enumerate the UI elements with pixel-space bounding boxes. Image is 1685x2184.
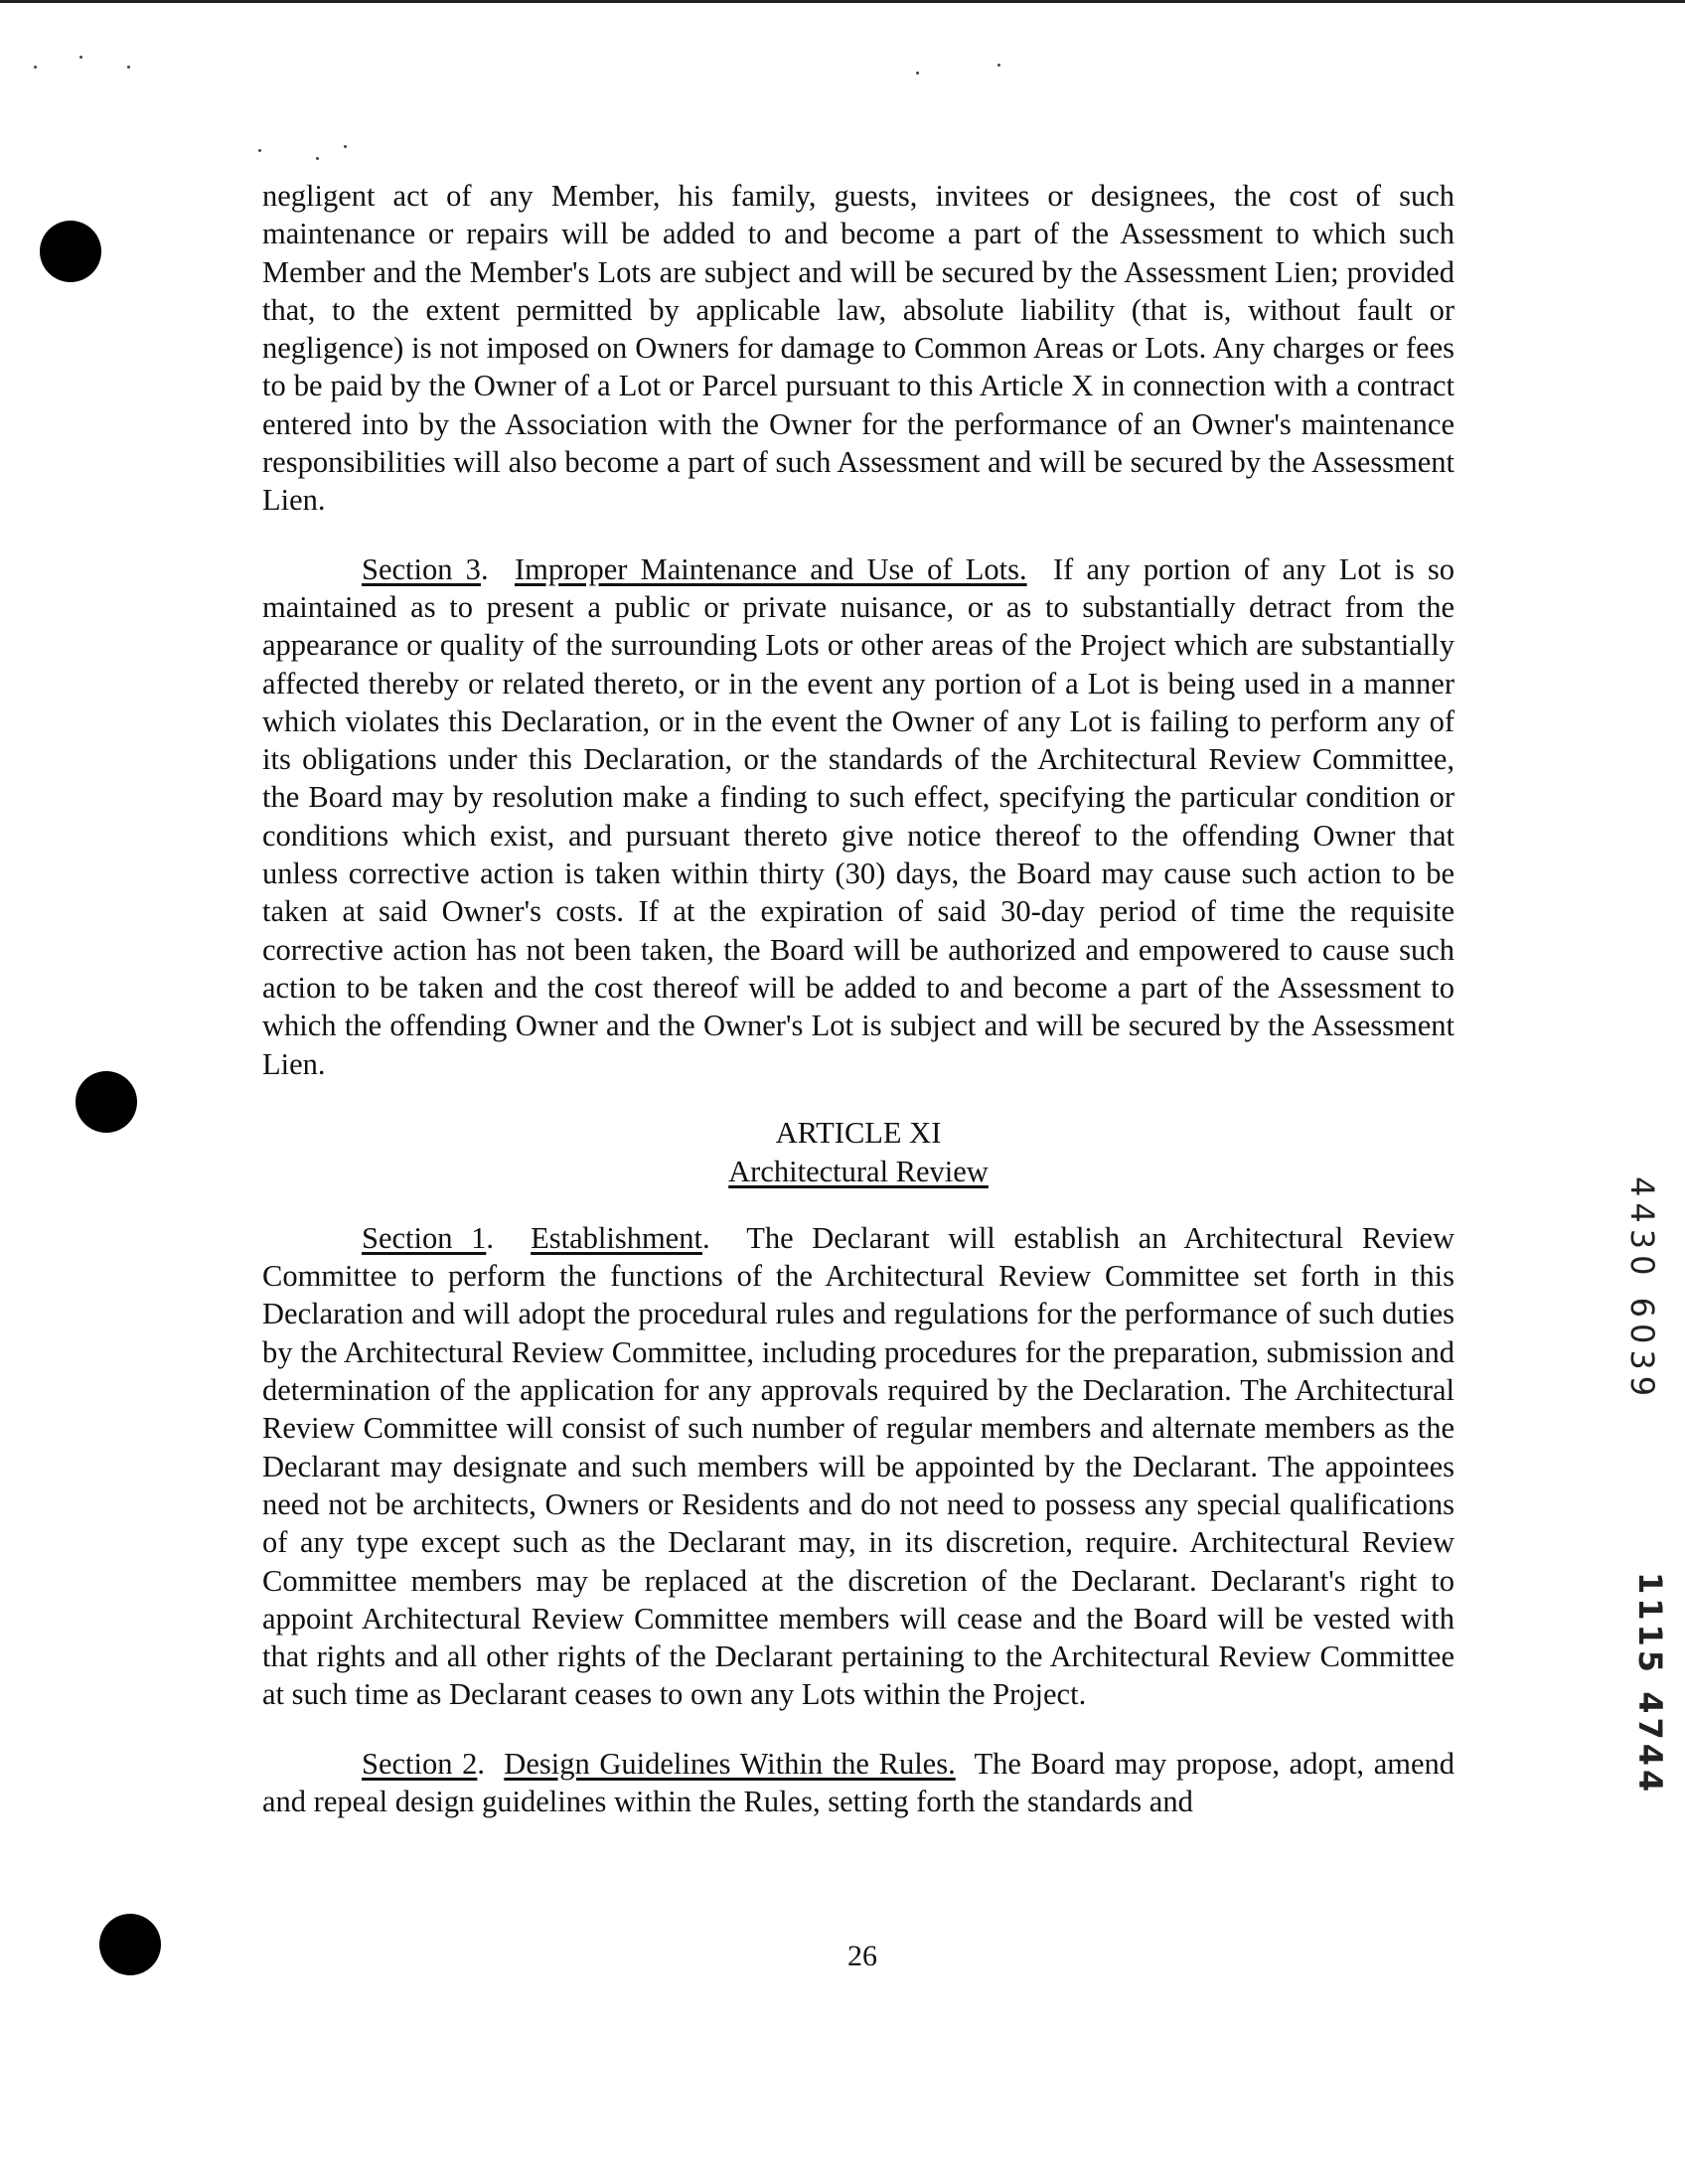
scan-speck xyxy=(916,72,919,75)
article-heading xyxy=(262,1114,1455,1191)
section-2-text: The Board may propose, adopt, amend and repeal design guidelines within the Rules, setting forth the standards and xyxy=(262,1746,1455,1818)
section-3-paragraph: Section 3. Improper Maintenance and Use of Lots. If any portion of any Lot is so maintained as to present a public or private nuisance, or as to substantially detract from the appearance or quality of the surrounding Lots or other areas of the Project which are substantially affected thereby or related thereto, or in the event any portion of a Lot is being used in a manner which violates this Declaration, or in the event the Owner of any Lot is failing to perform any of its obligations under this Declaration, or the standards of the Architectural Review Committee, the Board may by resolution make a finding to such effect, specifying the particular condition or conditions which exist, and pursuant thereto give notice thereof to the offending Owner that unless corrective action is taken within thirty (30) days, the Board may cause such action to be taken at said Owner's costs. If at the expiration of said 30-day period of time the requisite corrective action has not been taken, the Board will be authorized and empowered to cause such action to be taken and the cost thereof will be added to and become a part of the Assessment to which the offending Owner and the Owner's Lot is subject and will be secured by the Assessment Lien. xyxy=(262,551,1455,1081)
section-1-title: Establishment xyxy=(531,1220,702,1255)
section-2-paragraph: Section 2. Design Guidelines Within the Rules. The Board may propose, adopt, amend and repeal design guidelines within the Rules, setting forth the standards and xyxy=(262,1746,1455,1818)
section-2-title: Design Guidelines Within the Rules. xyxy=(504,1746,956,1781)
section-1-text: The Declarant will establish an Architectural Review Committee to perform the functions of the Architectural Review Committee set forth in this Declaration and will adopt the procedural rules and regulations for the performance of such duties by the Architectural Review Committee, including procedures for the preparation, submission and determination of the application for any approvals required by the Declaration. The Architectural Review Committee will consist of such number of regular members and alternate members as the Declarant may designate and such members will be appointed by the Declarant. The appointees need not be architects, Owners or Residents and do not need to possess any special qualifications of any type except such as the Declarant may, in its discretion, require. Architectural Review Committee members may be replaced at the discretion of the Declarant. Declarant's right to appoint Architectural Review Committee members will cease and the Board will be vested with that rights and all other rights of the Declarant pertaining to the Architectural Review Committee at such time as Declarant ceases to own any Lots within the Project. xyxy=(262,1220,1455,1712)
scan-speck xyxy=(997,64,1000,67)
scan-speck xyxy=(34,66,37,69)
punch-hole-middle xyxy=(76,1071,137,1133)
margin-stamp-upper: 4430 6039 xyxy=(1623,1176,1661,1403)
section-3-title: Improper Maintenance and Use of Lots. xyxy=(514,551,1027,586)
scan-speck xyxy=(258,149,261,152)
punch-hole-top xyxy=(40,221,101,282)
scan-speck xyxy=(316,157,319,160)
article-title: Architectural Review xyxy=(728,1154,989,1188)
section-2-label: Section 2 xyxy=(362,1746,478,1781)
scan-top-edge xyxy=(0,0,1685,3)
scan-speck xyxy=(344,145,347,148)
page-number: 26 xyxy=(847,1940,877,1972)
scan-speck xyxy=(79,56,82,59)
document-body xyxy=(262,177,1455,1851)
scan-speck xyxy=(127,66,130,69)
section-3-text: If any portion of any Lot is so maintained as to present a public or private nuisance, or as to substantially detract from the appearance or quality of the surrounding Lots or other areas of the Project which are substantially affected thereby or related thereto, or in the event any portion of a Lot is being used in a manner which violates this Declaration, or in the event the Owner of any Lot is failing to perform any of its obligations under this Declaration, or the standards of the Architectural Review Committee, the Board may by resolution make a finding to such effect, specifying the particular condition or conditions which exist, and pursuant thereto give notice thereof to the offending Owner that unless corrective action is taken within thirty (30) days, the Board may cause such action to be taken at said Owner's costs. If at the expiration of said 30-day period of time the requisite corrective action has not been taken, the Board will be authorized and empowered to cause such action to be taken and the cost thereof will be added to and become a part of the Assessment to which the offending Owner and the Owner's Lot is subject and will be secured by the Assessment Lien. xyxy=(262,551,1455,1081)
section-1-label: Section 1 xyxy=(362,1220,487,1255)
article-number: ARTICLE XI xyxy=(775,1115,942,1150)
margin-stamp-lower: 1115 4744 xyxy=(1631,1572,1669,1796)
paragraph-continuation: negligent act of any Member, his family, guests, invitees or designees, the cost of such maintenance or repairs will be added to and become a part of the Assessment to which such Member and the Member's Lots are subject and will be secured by the Assessment Lien; provided that, to the extent permitted by applicable law, absolute liability (that is, without fault or negligence) is not imposed on Owners for damage to Common Areas or Lots. Any charges or fees to be paid by the Owner of a Lot or Parcel pursuant to this Article X in connection with a contract entered into by the Association with the Owner for the performance of an Owner's maintenance responsibilities will also become a part of such Assessment and will be secured by the Assessment Lien. xyxy=(262,179,1455,518)
section-1-paragraph: Section 1. Establishment. The Declarant will establish an Architectural Review Committee to perform the functions of the Architectural Review Committee set forth in this Declaration and will adopt the procedural rules and regulations for the performance of such duties by the Architectural Review Committee, including procedures for the preparation, submission and determination of the application for any approvals required by the Declaration. The Architectural Review Committee will consist of such number of regular members and alternate members as the Declarant may designate and such members will be appointed by the Declarant. The appointees need not be architects, Owners or Residents and do not need to possess any special qualifications of any type except such as the Declarant may, in its discretion, require. Architectural Review Committee members may be replaced at the discretion of the Declarant. Declarant's right to appoint Architectural Review Committee members will cease and the Board will be vested with that rights and all other rights of the Declarant pertaining to the Architectural Review Committee at such time as Declarant ceases to own any Lots within the Project. xyxy=(262,1220,1455,1712)
section-3-label: Section 3 xyxy=(362,551,481,586)
